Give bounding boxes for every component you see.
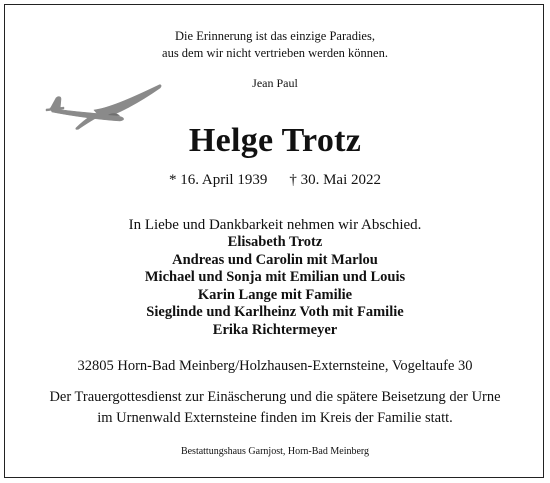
mourner-name: Erika Richtermeyer	[212, 321, 338, 338]
quote-line-2: aus dem wir nicht vertrieben werden können.	[162, 46, 388, 60]
family-address: 32805 Horn-Bad Meinberg/Holzhausen-Externsteine, Vogeltaufe 30	[77, 358, 473, 374]
quote	[0, 28, 550, 62]
quote-author: Jean Paul	[252, 76, 298, 90]
service-line-1: Der Trauergottesdienst zur Einäscherung und die spätere Beisetzung der Urne	[49, 389, 501, 405]
farewell-line: In Liebe und Dankbarkeit nehmen wir Abschied.	[128, 217, 422, 233]
mourner-name: Andreas und Carolin mit Marlou	[172, 251, 378, 268]
life-dates	[0, 170, 550, 190]
death-date: † 30. Mai 2022	[289, 172, 381, 188]
birth-date: * 16. April 1939	[168, 172, 268, 188]
mourner-name: Karin Lange mit Familie	[197, 286, 353, 303]
mourner-name: Sieglinde und Karlheinz Voth mit Familie	[146, 304, 404, 321]
quote-line-1: Die Erinnerung ist das einzige Paradies,	[175, 29, 375, 43]
mourner-name: Elisabeth Trotz	[227, 234, 323, 250]
service-info	[0, 387, 550, 429]
mourner-name: Michael und Sonja mit Emilian und Louis	[144, 269, 406, 286]
mourners-list	[0, 234, 550, 340]
deceased-name: Helge Trotz	[188, 122, 362, 159]
service-line-2: im Urnenwald Externsteine finden im Kreis der Familie statt.	[97, 410, 453, 426]
undertaker-credit: Bestattungshaus Garnjost, Horn-Bad Meinberg	[180, 446, 370, 457]
